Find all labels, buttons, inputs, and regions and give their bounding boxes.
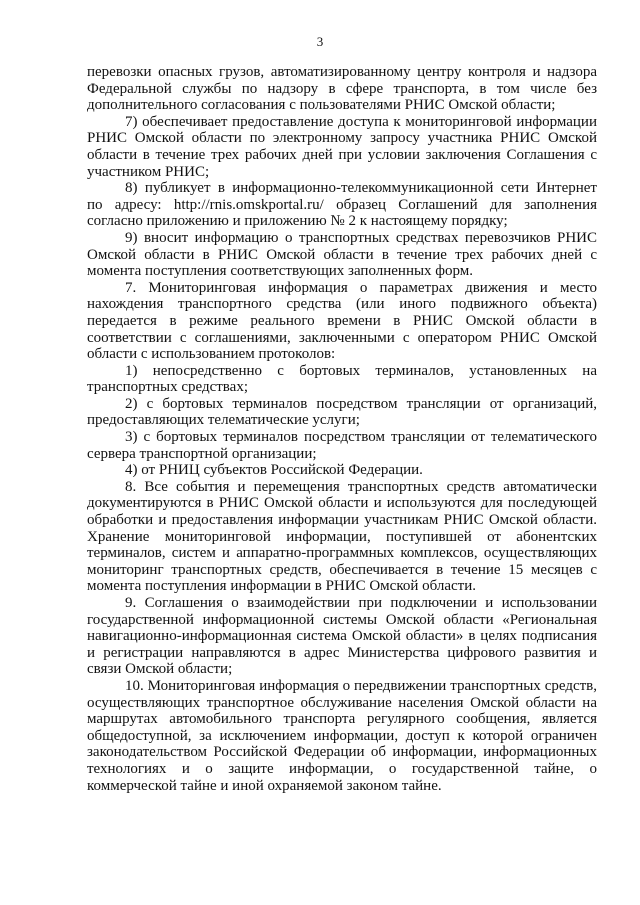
page-number: 3 xyxy=(316,34,324,49)
paragraph-section-8: 8. Все события и перемещения транспортных средств автоматически документируются в РНИС Омской области и используются для последующей обработки и предоставления информации участникам РНИС Омской области. Хранение мониторинговой информации, поступившей от абонентских терминалов, систем и аппаратно-программных комплексов, осуществляющих мониторинг транспортных средств, обеспечивается в течение 15 месяцев с момента поступления информации в РНИС Омской области. xyxy=(87,478,597,595)
paragraph-item-8-publish: 8) публикует в информационно-телекоммуникационной сети Интернет по адресу: http://rnis.omskportal.ru/ образец Соглашений для заполнения согласно приложению и приложению № 2 к настоящему порядку; xyxy=(87,180,597,230)
paragraph-section-7: 7. Мониторинговая информация о параметрах движения и место нахождения транспортного средства (или иного подвижного объекта) передается в режиме реального времени в РНИС Омской области в соответствии с соглашениями, заключенными с оператором РНИС Омской области с использованием протоколов: xyxy=(87,279,597,363)
paragraph-section-10: 10. Мониторинговая информация о передвижении транспортных средств, осуществляющих транспортное обслуживание населения Омской области на маршрутах автомобильного транспорта регулярного сообщения, является общедоступной, за исключением информации, доступ к которой ограничен законодательством Российской Федерации об информации, информационных технологиях и о защите информации, о государственной тайне, о коммерческой тайне и иной охраняемой законом тайне. xyxy=(87,677,597,794)
paragraph-item-7-access: 7) обеспечивает предоставление доступа к мониторинговой информации РНИС Омской области по электронному запросу участника РНИС Омской области в течение трех рабочих дней при условии заключения Соглашения с участником РНИС; xyxy=(87,113,597,180)
paragraph-continuation: перевозки опасных грузов, автоматизированному центру контроля и надзора Федеральной службы по надзору в сфере транспорта, в том числе без дополнительного согласования с пользователями РНИС Омской области; xyxy=(87,64,597,114)
paragraph-item-9-vehicles: 9) вносит информацию о транспортных средствах перевозчиков РНИС Омской области в РНИС Омской области в течение трех рабочих дней с момента поступления соответствующих заполненных форм. xyxy=(87,229,597,280)
paragraph-protocol-3: 3) с бортовых терминалов посредством трансляции от телематического сервера транспортной организации; xyxy=(87,429,597,462)
paragraph-protocol-4: 4) от РНИЦ субъектов Российской Федерации. xyxy=(125,462,423,479)
paragraph-protocol-1: 1) непосредственно с бортовых терминалов, установленных на транспортных средствах; xyxy=(87,362,597,396)
document-body xyxy=(87,64,597,794)
paragraph-section-9: 9. Соглашения о взаимодействии при подключении и использовании государственной информационной системы Омской области «Региональная навигационно-информационная система Омской области» в целях подписания и регистрации направляются в адрес Министерства цифрового развития и связи Омской области; xyxy=(87,595,597,678)
paragraph-protocol-2: 2) с бортовых терминалов посредством трансляции от организаций, предоставляющих телематические услуги; xyxy=(87,395,597,429)
